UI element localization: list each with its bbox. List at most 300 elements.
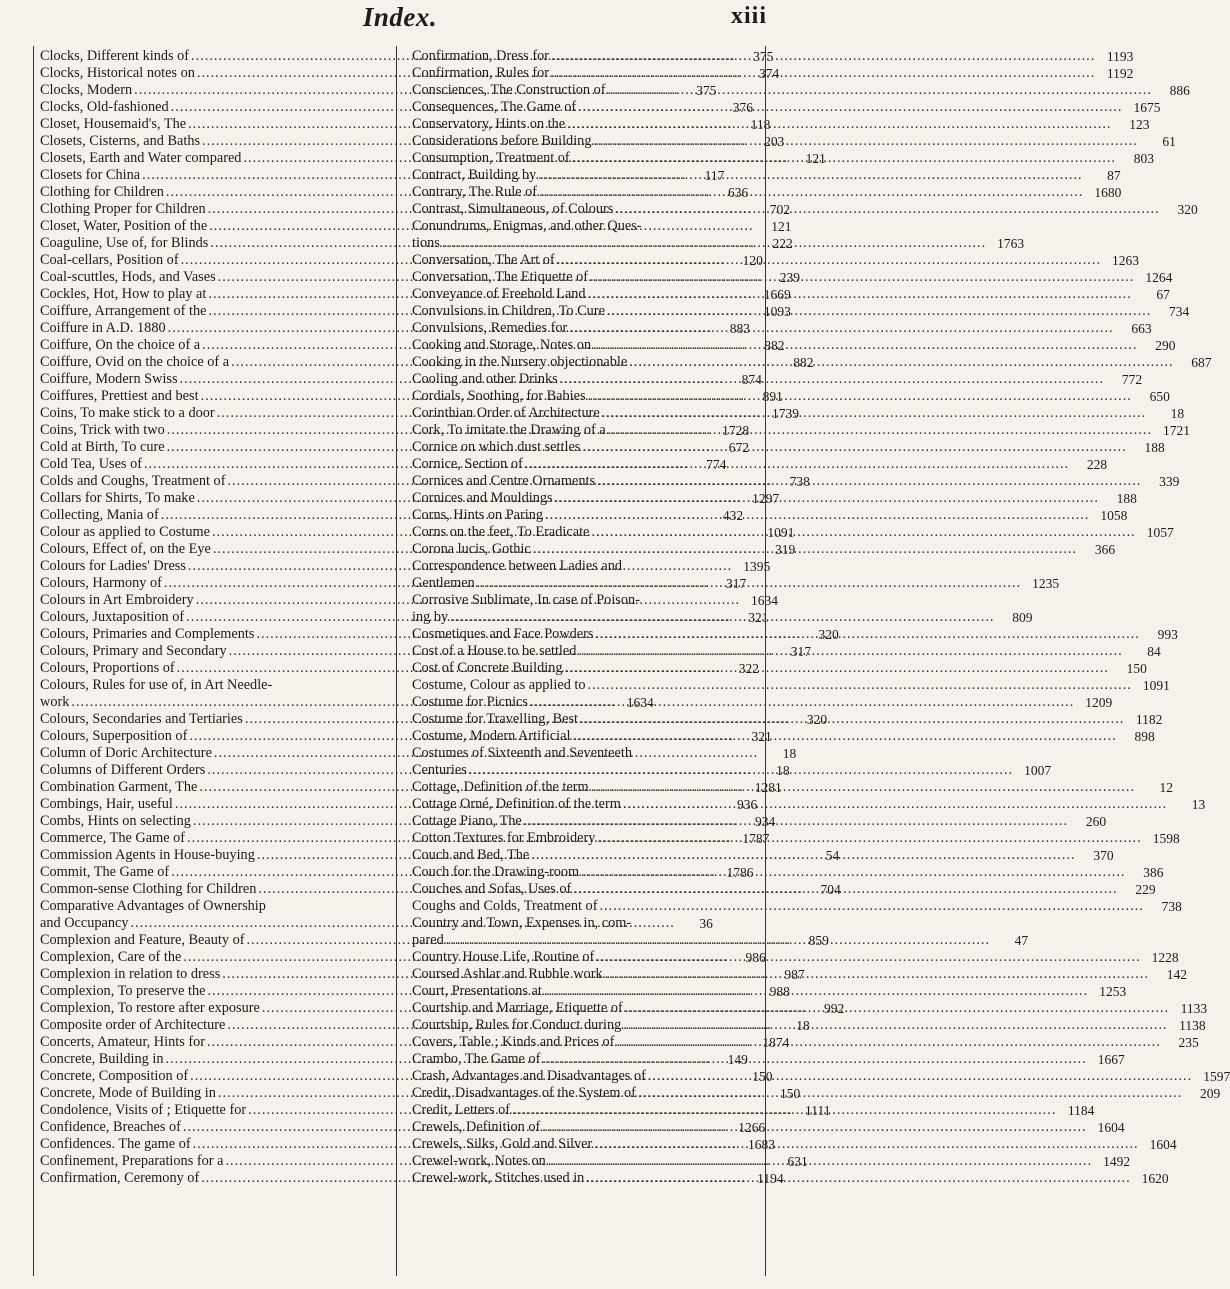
index-entry-page: 375	[696, 83, 717, 98]
index-entry-page: 1604	[1097, 1120, 1125, 1135]
index-entry-text: Coiffure, Arrangement of the	[40, 303, 207, 319]
index-entry-text: Commission Agents in House-buying	[40, 847, 255, 863]
leader-dots	[565, 660, 1109, 677]
index-entry-page: 36	[699, 916, 713, 931]
index-entry-page: 882	[793, 355, 814, 370]
index-entry-page: 1297	[752, 491, 780, 506]
index-entry-text: Complexion in relation to dress	[40, 966, 221, 982]
index-entry-page: 1184	[1067, 1103, 1095, 1118]
index-entry	[412, 660, 1147, 677]
index-entry-page: 1266	[738, 1120, 766, 1135]
index-entry-page: 1194	[757, 1171, 784, 1186]
leader-dots	[593, 337, 1137, 354]
index-entry-page: 1182	[1135, 712, 1163, 727]
index-entry-text: Clothing Proper for Children	[40, 201, 206, 217]
index-entry-text: tions	[412, 235, 440, 251]
index-entry-text: Coughs and Colds, Treatment of	[412, 898, 598, 914]
index-entry-page: 121	[805, 151, 826, 166]
index-entry-text: Considerations before Building	[412, 133, 592, 149]
index-entry-text: Clocks, Different kinds of	[40, 48, 190, 64]
index-entry-text: Couch and Bed, The	[412, 847, 530, 863]
leader-dots	[524, 813, 1068, 830]
index-entry-page: 650	[1149, 389, 1170, 404]
leader-dots	[538, 167, 1082, 184]
index-entry-page: 229	[1135, 882, 1156, 897]
leader-dots	[542, 1051, 1086, 1068]
index-entry-page: 18	[1170, 406, 1185, 421]
index-entry-text: Cordials, Soothing, for Babies	[412, 388, 586, 404]
index-entry-text: Colours in Art Embroidery	[40, 592, 194, 608]
leader-dots	[539, 184, 1083, 201]
index-entry-text: Crash, Advantages and Disadvantages of	[412, 1068, 646, 1084]
leader-dots	[638, 1085, 1182, 1102]
index-entry-page: 1057	[1146, 525, 1174, 540]
index-entry-text: Cooling and other Drinks	[412, 371, 558, 387]
index-entry-text: Conversation, The Etiquette of	[412, 269, 589, 285]
index-entry-text: Courtship and Marriage, Etiquette of	[412, 1000, 623, 1016]
index-entry-text: Complexion, To restore after exposure	[40, 1000, 260, 1016]
index-entry-text: Colours, Rules for use of, in Art Needle-	[40, 677, 273, 693]
leader-dots	[542, 1119, 1086, 1136]
leader-dots	[545, 507, 1089, 524]
index-entry-page: 87	[1107, 168, 1121, 183]
index-entry	[40, 898, 390, 915]
index-entry-page: 228	[1086, 457, 1108, 472]
index-entry-text: Cork, To imitate the Drawing of a	[412, 422, 606, 438]
index-entry-page: 1680	[1094, 185, 1122, 200]
leader-dots	[555, 490, 1099, 507]
index-entry	[412, 864, 1164, 881]
index-entry	[412, 830, 1180, 847]
index-entry-page: 61	[1162, 134, 1176, 149]
index-entry-page: 1209	[1085, 695, 1113, 710]
index-entry-text: Country and Town, Expenses in, com-	[412, 915, 632, 931]
index-entry-page: 986	[745, 950, 766, 965]
index-entry-text: Crewel-work, Stitches used in	[412, 1170, 585, 1186]
leader-dots	[560, 371, 1104, 388]
index-entry-page: 339	[1159, 474, 1180, 489]
index-entry-text: Combs, Hints on selecting	[40, 813, 191, 829]
index-entry-page: 1193	[1106, 49, 1134, 64]
index-entry-page: 702	[769, 202, 790, 217]
leader-dots	[578, 643, 1122, 660]
index-entry-page: 150	[752, 1069, 773, 1084]
leader-dots	[531, 847, 1075, 864]
index-entry-page: 672	[728, 440, 749, 455]
leader-dots	[582, 439, 1126, 456]
index-entry-text: Costume, Modern Artificial	[412, 728, 571, 744]
index-entry-text: Column of Doric Architecture	[40, 745, 212, 761]
leader-dots	[596, 949, 1140, 966]
index-entry-page: 883	[729, 321, 750, 336]
index-entry-page: 67	[1156, 287, 1170, 302]
index-entry-text: Complexion, To preserve the	[40, 983, 206, 999]
index-entry-text: Confidence, Breaches of	[40, 1119, 181, 1135]
leader-dots	[446, 932, 990, 949]
leader-dots	[588, 677, 1132, 694]
index-entry-text: Concrete, Mode of Building in	[40, 1085, 216, 1101]
index-entry	[412, 82, 1190, 99]
index-entry-page: 809	[1012, 610, 1033, 625]
index-entry-text: Coal-cellars, Position of	[40, 252, 179, 268]
index-entry-text: Colds and Coughs, Treatment of	[40, 473, 226, 489]
index-entry-text: Cold Tea, Uses of	[40, 456, 142, 472]
index-entry-text: Cost of Concrete Building	[412, 660, 563, 676]
index-entry-page: 936	[736, 797, 758, 812]
index-entry-page: 738	[1161, 899, 1182, 914]
index-entry-text: Concrete, Composition of	[40, 1068, 189, 1084]
index-entry-text: Colours, Juxtaposition of	[40, 609, 185, 625]
index-entry	[412, 575, 1060, 592]
index-entry-text: Corona lucis, Gothic	[412, 541, 531, 557]
index-entry-page: 1634	[751, 593, 779, 608]
index-entry-page: 12	[1159, 780, 1174, 795]
index-entry-page: 18	[776, 763, 790, 778]
leader-dots	[608, 422, 1152, 439]
leader-dots	[551, 48, 1095, 65]
index-entry-text: Clothing for Children	[40, 184, 164, 200]
index-entry-page: 386	[1143, 865, 1164, 880]
index-entry-text: Crewels, Silks, Gold and Silver	[412, 1136, 593, 1152]
index-entry-text: Gentlemen	[412, 575, 475, 591]
index-entry-text: Colour as applied to Costume	[40, 524, 210, 540]
index-entry-text: Colours, Primary and Secondary	[40, 643, 227, 659]
index-entry-page: 803	[1133, 151, 1155, 166]
index-entry-page: 239	[779, 270, 800, 285]
index-entry-page: 772	[1121, 372, 1143, 387]
index-entry-page: 18	[782, 746, 797, 761]
leader-dots	[623, 796, 1167, 813]
index-entry-page: 859	[808, 933, 829, 948]
index-entry-page: 1093	[763, 304, 791, 319]
index-entry-page: 117	[704, 168, 725, 183]
leader-dots	[512, 1102, 1056, 1119]
leader-dots	[580, 711, 1124, 728]
index-entry-page: 150	[780, 1086, 801, 1101]
index-entry-page: 1787	[742, 831, 770, 846]
index-entry	[412, 167, 1121, 184]
index-entry-page: 188	[1144, 440, 1165, 455]
index-entry-text: Closets, Earth and Water compared	[40, 150, 242, 166]
leader-dots	[591, 524, 1135, 541]
index-entry-text: Contrary, The Rule of	[412, 184, 538, 200]
leader-dots	[442, 235, 986, 252]
index-entry-text: Colours, Superposition of	[40, 728, 188, 744]
index-entry-page: 1667	[1097, 1052, 1125, 1067]
index-entry-text: Combings, Hair, useful	[40, 796, 173, 812]
leader-dots	[590, 269, 1134, 286]
index-entry	[412, 949, 1179, 966]
index-entry-page: 376	[732, 100, 753, 115]
index-entry-page: 1786	[726, 865, 754, 880]
index-entry-page: 123	[1129, 117, 1150, 132]
index-entry-text: pared	[412, 932, 444, 948]
index-entry-text: Colours, Proportions of	[40, 660, 175, 676]
index-entry-text: Corrosive Sublimate, In case of Poison-	[412, 592, 640, 608]
index-entry-page: 886	[1169, 83, 1190, 98]
index-entry-text: Colours, Effect of, on the Eye	[40, 541, 211, 557]
index-entry-text: Cornices and Mouldings	[412, 490, 553, 506]
index-entry-page: 882	[764, 338, 785, 353]
index-entry-text: Costume for Picnics	[412, 694, 528, 710]
index-entry-page: 320	[818, 627, 839, 642]
index-entry	[412, 558, 759, 575]
index-entry-text: Clocks, Old-fashioned	[40, 99, 169, 115]
index-entry-page: 1492	[1103, 1154, 1131, 1169]
index-entry-text: Commit, The Game of	[40, 864, 170, 880]
index-entry-page: 1683	[747, 1137, 775, 1152]
index-entry-page: 118	[750, 117, 771, 132]
index-entry-page: 734	[1169, 304, 1190, 319]
index-entry-text: Convulsions, Remedies for	[412, 320, 568, 336]
index-entry-page: 687	[1191, 355, 1212, 370]
index-entry	[412, 677, 1170, 694]
index-entry-page: 898	[1134, 729, 1155, 744]
index-entry-text: Cottage Piano, The	[412, 813, 522, 829]
index-entry-text: Colours, Harmony of	[40, 575, 162, 591]
index-entry-page: 370	[1093, 848, 1114, 863]
index-entry-text: Credit, Disadvantages of the System of	[412, 1085, 636, 1101]
index-entry	[412, 592, 759, 609]
index-entry-text: ing by	[412, 609, 449, 625]
index-entry-text: Commerce, The Game of	[40, 830, 186, 846]
index-entry-page: 209	[1200, 1086, 1221, 1101]
index-entry-page: 1264	[1145, 270, 1173, 285]
index-entry-page: 1597	[1203, 1069, 1230, 1084]
index-entry-page: 322	[738, 661, 759, 676]
index-entry-page: 13	[1191, 797, 1206, 812]
leader-dots	[572, 728, 1116, 745]
index-entry-text: Conveyance of Freehold Land	[412, 286, 586, 302]
index-entry	[412, 796, 1206, 813]
index-entry-page: 774	[706, 457, 727, 472]
index-entry-text: Colours, Secondaries and Tertiaries	[40, 711, 243, 727]
index-entry-text: Cooking and Storage, Notes on	[412, 337, 592, 353]
index-entry-page: 1763	[997, 236, 1025, 251]
index-entry	[412, 439, 1165, 456]
leader-dots	[477, 575, 1021, 592]
index-entry	[412, 507, 1128, 524]
index-entry-text: Cornice, Section of	[412, 456, 523, 472]
index-entry-text: Coiffure, Modern Swiss	[40, 371, 178, 387]
leader-dots	[623, 1017, 1167, 1034]
leader-dots	[605, 966, 1149, 983]
index-entry-text: work	[40, 694, 70, 710]
index-entry-text: Columns of Different Orders	[40, 762, 206, 778]
index-entry-page: 320	[1177, 202, 1198, 217]
leader-dots	[588, 388, 1132, 405]
index-entry-text: Complexion and Feature, Beauty of	[40, 932, 245, 948]
index-entry-page: 320	[806, 712, 828, 727]
index-entry-text: Conservatory, Hints on the	[412, 116, 566, 132]
index-entry-text: Couches and Sofas, Uses of	[412, 881, 572, 897]
index-entry-text: Cornices and Centre Ornaments	[412, 473, 596, 489]
index-entry-page: 375	[753, 49, 774, 64]
index-entry	[412, 694, 1113, 711]
leader-dots	[530, 694, 1074, 711]
index-entry-page: 321	[748, 610, 769, 625]
index-entry-page: 988	[769, 984, 790, 999]
index-entry-text: Cottage, Definition of the term	[412, 779, 589, 795]
index-entry	[40, 677, 390, 694]
leader-dots	[551, 65, 1095, 82]
index-entry-text: Costume for Travelling, Best	[412, 711, 579, 727]
index-entry-text: Consequences, The Game of	[412, 99, 577, 115]
index-entry-text: Collars for Shirts, To make	[40, 490, 195, 506]
index-entry-page: 934	[755, 814, 776, 829]
index-entry-page: 1253	[1099, 984, 1127, 999]
leader-dots	[648, 1068, 1192, 1085]
index-entry-page: 663	[1131, 321, 1152, 336]
index-entry-text: Closets, Cisterns, and Baths	[40, 133, 201, 149]
index-entry-page: 149	[727, 1052, 748, 1067]
index-entry-text: Coiffure, Ovid on the choice of a	[40, 354, 230, 370]
index-entry-page: 321	[751, 729, 772, 744]
index-entry-page: 1235	[1032, 576, 1060, 591]
leader-dots	[548, 1153, 1092, 1170]
leader-dots	[597, 830, 1141, 847]
index-entry-page: 993	[1157, 627, 1178, 642]
leader-dots	[629, 354, 1173, 371]
index-entry-text: Crewel-work, Notes on	[412, 1153, 546, 1169]
index-entry-page: 636	[728, 185, 749, 200]
index-entry-text: Clocks, Modern	[40, 82, 133, 98]
index-entry-page: 1675	[1133, 100, 1161, 115]
index-entry-text: Concerts, Amateur, Hints for	[40, 1034, 206, 1050]
index-entry-text: Confirmation, Dress for	[412, 48, 549, 64]
leader-dots	[602, 405, 1146, 422]
index-entry-text: Cooking in the Nursery objectionable	[412, 354, 628, 370]
index-entry-page: 142	[1166, 967, 1187, 982]
leader-dots	[569, 320, 1113, 337]
index-entry	[412, 320, 1152, 337]
index-entry-text: Contract, Building by	[412, 167, 537, 183]
index-entry-text: Corns on the feet, To Eradicate	[412, 524, 590, 540]
index-entry	[412, 422, 1191, 439]
leader-dots	[567, 116, 1111, 133]
index-entry-text: Couch for the Drawing-room	[412, 864, 580, 880]
index-entry-page: 1634	[626, 695, 654, 710]
leader-dots	[597, 473, 1141, 490]
leader-dots	[572, 150, 1116, 167]
index-entry-page: 120	[742, 253, 763, 268]
index-entry-text: Conversation, The Art of	[412, 252, 555, 268]
index-entry-text: Conundrums, Enigmas, and other Ques-	[412, 218, 642, 234]
index-entry-text: Condolence, Visits of ; Etiquette for	[40, 1102, 247, 1118]
index-entry-text: Crambo, The Game of	[412, 1051, 541, 1067]
page-number: xiii	[730, 3, 767, 29]
index-entry-text: Concrete, Building in	[40, 1051, 164, 1067]
leader-dots	[588, 286, 1132, 303]
index-entry-text: Coaguline, Use of, for Blinds	[40, 235, 209, 251]
index-entry-text: Corns, Hints on Paring	[412, 507, 544, 523]
index-entry-text: and Occupancy	[40, 915, 129, 931]
index-entry-text: Covers, Table ; Kinds and Prices of	[412, 1034, 615, 1050]
index-entry-text: Costumes of Sixteenth and Seventeeth	[412, 745, 632, 761]
index-entry-text: Complexion, Care of the	[40, 949, 182, 965]
index-entry	[412, 184, 1122, 201]
index-entry	[412, 99, 1161, 116]
index-entry-text: Cold at Birth, To cure	[40, 439, 165, 455]
index-entry-page: 84	[1147, 644, 1161, 659]
index-entry-page: 18	[796, 1018, 810, 1033]
index-entry	[412, 252, 1140, 269]
index-entry-page: 1620	[1141, 1171, 1169, 1186]
index-entry-page: 319	[774, 542, 796, 557]
index-entry-page: 1281	[754, 780, 782, 795]
index-entry-page: 374	[758, 66, 780, 81]
index-entry-text: Cornice on which dust settles	[412, 439, 581, 455]
leader-dots	[525, 456, 1069, 473]
index-entry-page: 987	[784, 967, 805, 982]
index-entry-page: 203	[764, 134, 785, 149]
index-entry-text: Correspondence between Ladies and	[412, 558, 622, 574]
index-entry-page: 1091	[767, 525, 795, 540]
index-entry-page: 992	[823, 1001, 845, 1016]
index-entry-page: 317	[726, 576, 747, 591]
index-entry-text: Composite order of Architecture	[40, 1017, 226, 1033]
index-entry-text: Closets for China	[40, 167, 141, 183]
index-entry-text: Coal-scuttles, Hods, and Vases	[40, 269, 216, 285]
index-entry-page: 1228	[1151, 950, 1179, 965]
index-entry	[412, 1119, 1125, 1136]
leader-dots	[450, 609, 994, 626]
index-entry-page: 891	[762, 389, 783, 404]
index-entry-text: Consumption, Treatment of	[412, 150, 570, 166]
index-entry-page: 1721	[1163, 423, 1191, 438]
leader-dots	[608, 82, 1152, 99]
index-entry-page: 222	[772, 236, 793, 251]
index-entry-text: Consciences, The Construction of	[412, 82, 606, 98]
index-entry	[412, 915, 759, 932]
index-entry-page: 1395	[743, 559, 771, 574]
index-entry-page: 1138	[1179, 1018, 1206, 1033]
index-entry-page: 1728	[722, 423, 750, 438]
leader-dots	[616, 1034, 1160, 1051]
leader-dots	[607, 303, 1151, 320]
index-entry-page: 1007	[1024, 763, 1052, 778]
index-entry-text: Court, Presentations at	[412, 983, 542, 999]
index-entry	[412, 371, 1143, 388]
index-entry-page: 290	[1155, 338, 1176, 353]
leader-dots	[533, 541, 1077, 558]
index-entry-text: Country House Life, Routine of	[412, 949, 595, 965]
leader-dots	[591, 779, 1135, 796]
index-entry-page: 631	[787, 1154, 808, 1169]
leader-dots	[581, 864, 1125, 881]
index-entry-text: Common-sense Clothing for Children	[40, 881, 257, 897]
index-entry-text: Cottage Orné, Definition of the term	[412, 796, 621, 812]
index-entry-text: Comparative Advantages of Ownership	[40, 898, 266, 914]
index-entry-text: Confirmation, Ceremony of	[40, 1170, 200, 1186]
index-entry	[412, 898, 1182, 915]
leader-dots	[586, 1170, 1130, 1187]
index-entry	[412, 745, 759, 762]
index-entry-text: Costume, Colour as applied to	[412, 677, 586, 693]
index-entry-page: 1598	[1152, 831, 1180, 846]
index-entry-text: Cockles, Hot, How to play at	[40, 286, 207, 302]
leader-dots	[544, 983, 1088, 1000]
index-entry-text: Closet, Water, Position of the	[40, 218, 208, 234]
index-entry-text: Confinement, Preparations for a	[40, 1153, 224, 1169]
index-entry-text: Closet, Housemaid's, The	[40, 116, 187, 132]
index-entry-text: Coiffure, On the choice of a	[40, 337, 201, 353]
index-entry-text: Combination Garment, The	[40, 779, 198, 795]
index-entry-page: 432	[722, 508, 744, 523]
index-entry-page: 54	[825, 848, 840, 863]
index-entry-page: 1604	[1149, 1137, 1177, 1152]
index-entry-text: Coins, To make stick to a door	[40, 405, 215, 421]
